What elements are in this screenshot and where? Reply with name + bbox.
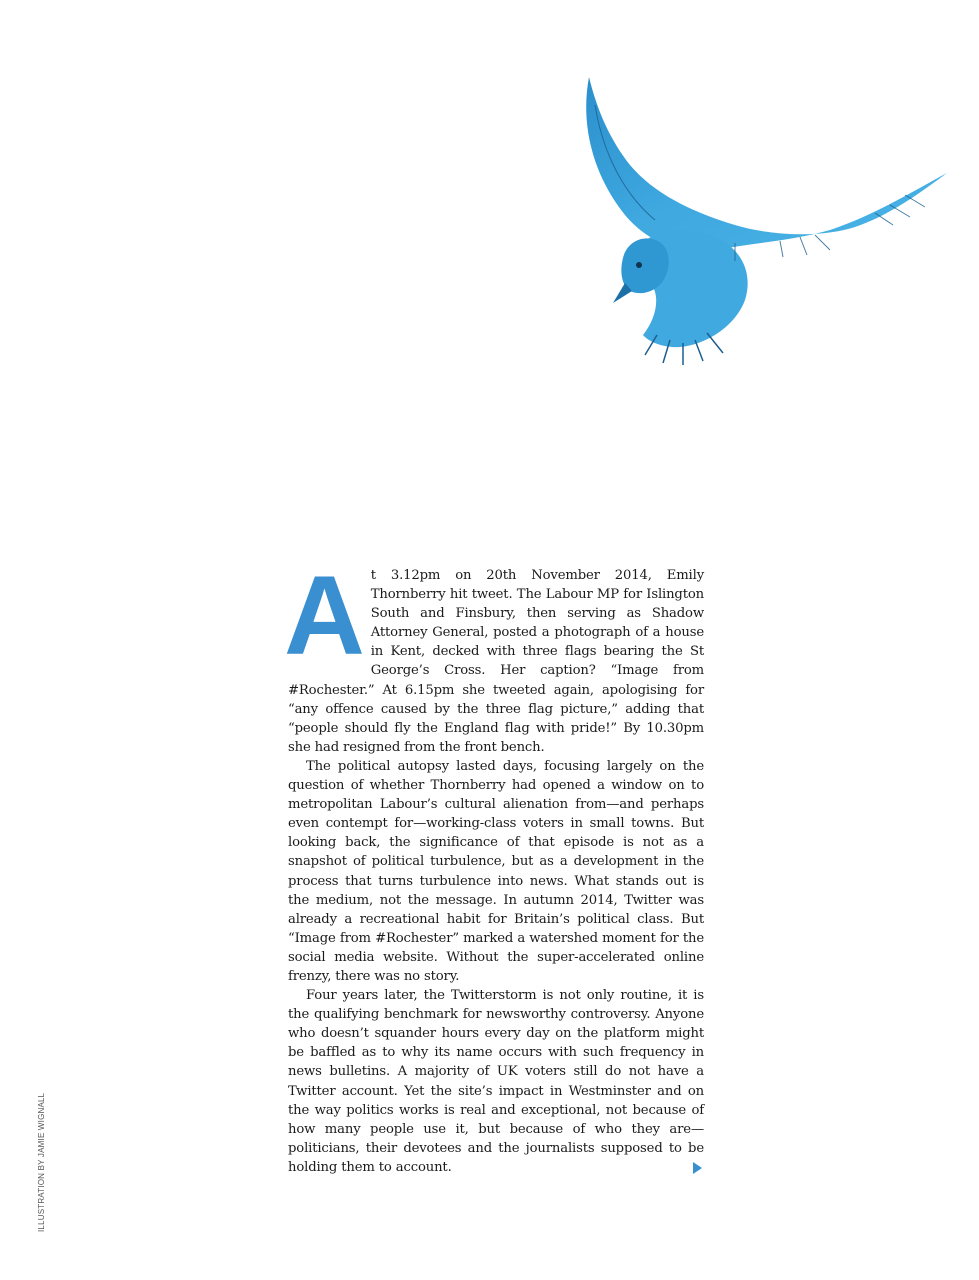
- article-paragraph-3: [288, 986, 704, 1177]
- illustration-credit: ILLUSTRATION BY JAMIE WIGNALL: [37, 1092, 46, 1232]
- article-paragraph-2: The political autopsy lasted days, focusing largely on the question of whether Thornberry had opened a window on to metropolitan Labour’s cultural alienation from—and perhaps even contempt for—working-class voters in small towns. But looking back, the significance of that episode is not as a snapshot of political turbulence, but as a development in the process that turns turbulence into news. What stands out is the medium, not the message. In autumn 2014, Twitter was already a recreational habit for Britain’s political class. But “Image from #Rochester” marked a watershed moment for the social media website. Without the super-accelerated online frenzy, there was no story.: [288, 758, 704, 984]
- bluebird-illustration: [575, 65, 955, 365]
- drop-cap: A: [284, 553, 365, 678]
- bird-eye: [636, 262, 642, 268]
- article-paragraph-1: [284, 553, 704, 757]
- article-body: [284, 553, 704, 1177]
- paragraph-1-text: t 3.12pm on 20th November 2014, Emily Thornberry hit tweet. The Labour MP for Islington South and Finsbury, then serving as Shadow Attorney General, posted a photograph of a house in Kent, decked with three flags bearing the St George’s Cross. Her caption? “Image from #Rochester.” At 6.15pm she tweeted again, apologising for “any offence caused by the three flag picture,” adding that “people should fly the England flag with pride!” By 10.30pm she had resigned from the front bench.: [288, 568, 704, 755]
- triangle-right-icon: [693, 1162, 702, 1174]
- paragraph-3-text: Four years later, the Twitterstorm is not only routine, it is the qualifying benchmark for newsworthy controversy. Anyone who doesn’t squander hours every day on the platform might be baffled as to why its name occurs with such frequency in news bulletins. A majority of UK voters still do not have a Twitter account. Yet the site’s impact in Westminster and on the way politics works is real and exceptional, not because of how many people use it, but because of who they are—politicians, their devotees and the journalists supposed to be holding them to account.: [288, 988, 704, 1175]
